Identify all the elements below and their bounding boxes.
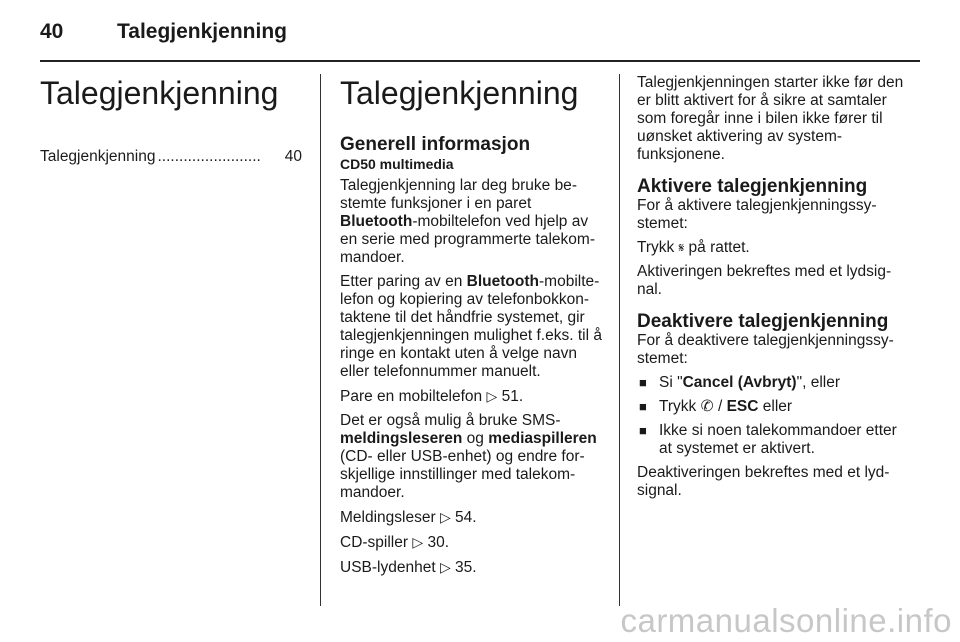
running-title: Talegjenkjenning bbox=[117, 20, 287, 43]
heading-deactivate: Deaktivere talegjenkjenning bbox=[637, 311, 889, 332]
subheading-cd50: CD50 multimedia bbox=[340, 156, 454, 172]
list-item: ■ Ikke si noen talekommandoer etter at systemet er aktivert. bbox=[639, 422, 897, 457]
paragraph-activate-intro: For å aktivere talegjenkjenningssystemet: bbox=[637, 197, 877, 232]
ref-usb-audio[interactable]: USB-lydenhet ▷ 35. bbox=[340, 559, 477, 576]
toc-entry-label: Talegjenkjenning bbox=[40, 148, 156, 165]
heading-activate: Aktivere talegjenkjenning bbox=[637, 176, 868, 197]
section-title: Talegjenkjenning bbox=[340, 75, 579, 111]
toc-entry-page: 40 bbox=[284, 148, 302, 165]
paragraph-not-started: Talegjenkjenningen starter ikke før den er blitt aktivert for å sikre at samtaler som foregår inne i bilen ikke fører til uønsket aktivering av systemfunksjonene. bbox=[637, 74, 904, 163]
arrow-ref-icon: ▷ bbox=[412, 534, 424, 550]
toc-leader-dots: ........................ bbox=[157, 148, 261, 165]
page-number: 40 bbox=[40, 20, 64, 43]
arrow-ref-icon: ▷ bbox=[439, 559, 451, 575]
content-column-2 bbox=[637, 74, 905, 506]
phone-end-icon: ✆ bbox=[700, 398, 714, 415]
content-column-1 bbox=[340, 74, 602, 583]
heading-general-info: Generell informasjon bbox=[340, 134, 531, 155]
arrow-ref-icon: ▷ bbox=[486, 388, 498, 404]
paragraph-intro: Talegjenkjenning lar deg bruke bestemte funksjoner i en paret Bluetooth-mobiltelefon ved hjelp av en serie med programmerte talekommandoer. bbox=[340, 177, 595, 266]
paragraph-press-steering: Trykk 𝄋 på rattet. bbox=[637, 239, 750, 256]
toc-entry[interactable] bbox=[40, 148, 302, 166]
column-divider-2 bbox=[619, 74, 620, 606]
paragraph-sms: Det er også mulig å bruke SMS- meldingsleseren og mediaspilleren (CD- eller USB-enhet) og endre forskjellige innstillinger med talekommandoer. bbox=[340, 412, 597, 501]
toc-column bbox=[40, 74, 302, 166]
list-item: ■ Si "Cancel (Avbryt)", eller bbox=[639, 374, 840, 391]
paragraph-pairing: Etter paring av en Bluetooth-mobiltelefon og kopiering av telefonbokkontaktene til det håndfrie systemet, gir talegjenkjenningen mulighet f.eks. til å ringe en kontakt uten å velge navn eller telefonnummer manuelt. bbox=[340, 273, 602, 380]
column-divider-1 bbox=[320, 74, 321, 606]
page-header bbox=[40, 20, 920, 60]
square-bullet-icon: ■ bbox=[639, 423, 647, 438]
paragraph-activate-confirm: Aktiveringen bekreftes med et lydsignal. bbox=[637, 263, 892, 298]
watermark: carmanualsonline.info bbox=[620, 602, 952, 639]
header-rule bbox=[40, 60, 920, 62]
deactivate-list bbox=[637, 374, 905, 458]
ref-message-reader[interactable]: Meldingsleser ▷ 54. bbox=[340, 509, 477, 526]
voice-button-icon: 𝄋 bbox=[678, 240, 685, 255]
arrow-ref-icon: ▷ bbox=[439, 509, 451, 525]
square-bullet-icon: ■ bbox=[639, 375, 647, 390]
ref-cd-player[interactable]: CD-spiller ▷ 30. bbox=[340, 534, 450, 551]
ref-pair-phone[interactable]: Pare en mobiltelefon ▷ 51. bbox=[340, 388, 524, 405]
chapter-title: Talegjenkjenning bbox=[40, 75, 279, 111]
paragraph-deactivate-intro: For å deaktivere talegjenkjenningssystemet: bbox=[637, 332, 894, 367]
list-item: ■ Trykk ✆ / ESC eller bbox=[639, 398, 793, 415]
paragraph-deactivate-confirm: Deaktiveringen bekreftes med et lydsignal. bbox=[637, 464, 890, 499]
square-bullet-icon: ■ bbox=[639, 399, 647, 414]
